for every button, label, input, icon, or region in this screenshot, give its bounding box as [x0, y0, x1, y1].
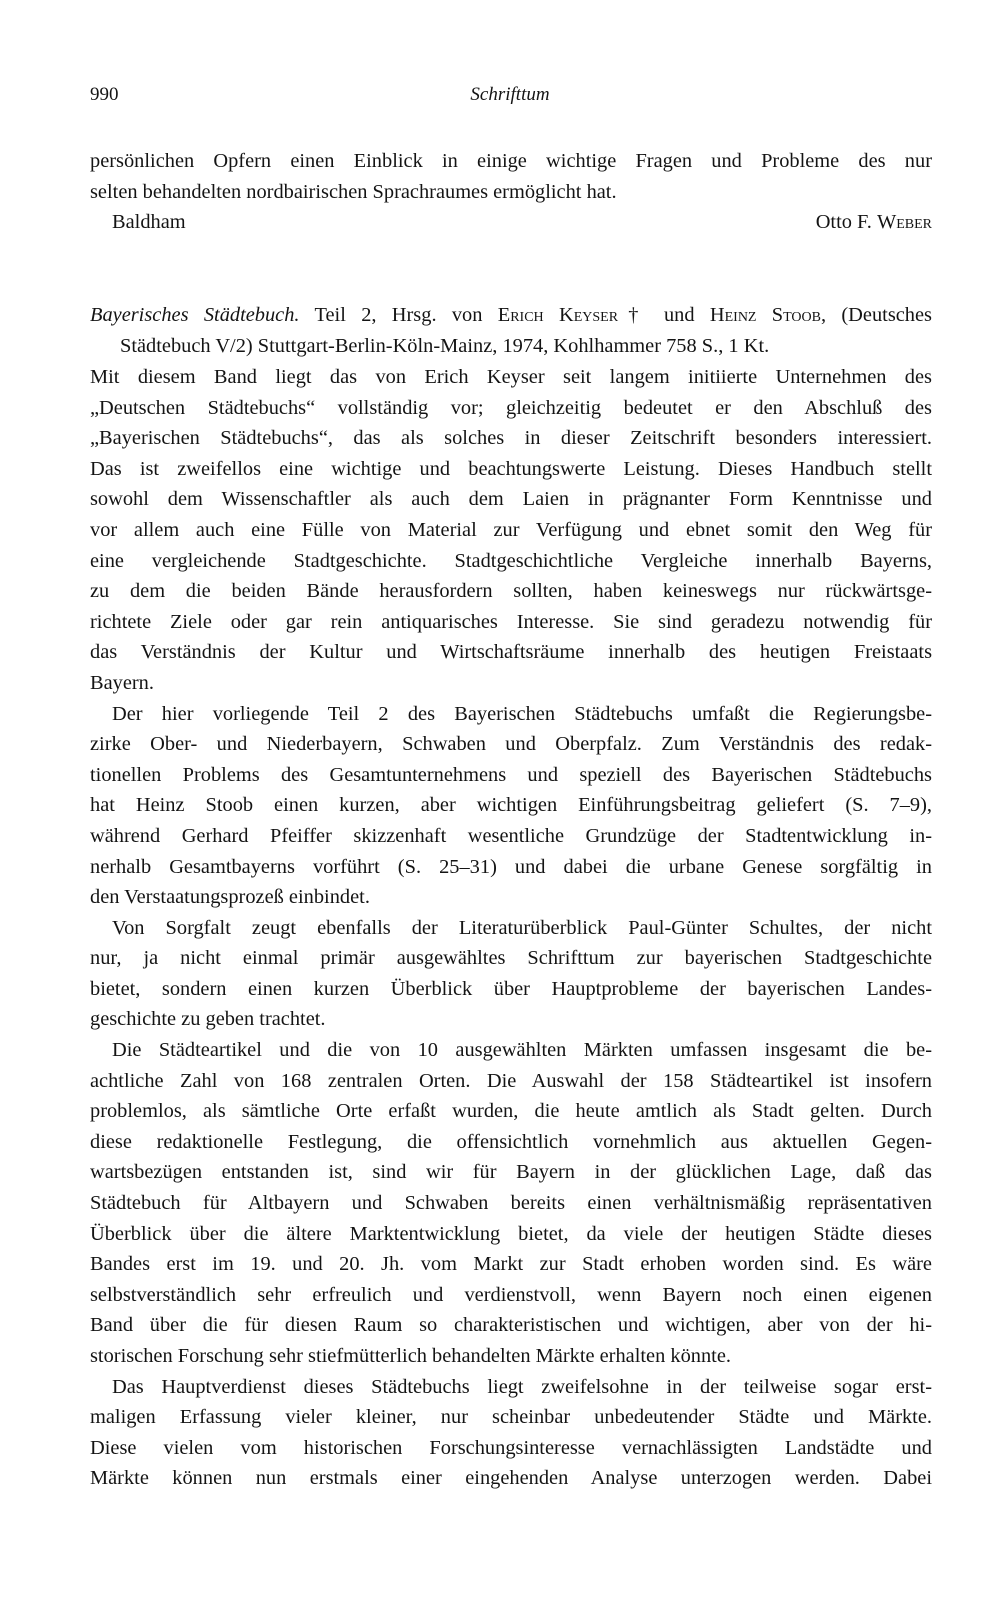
editor-name: Heinz Stoob: [709, 304, 821, 326]
body-line: bietet, sondern einen kurzen Überblick über Hauptprobleme der bayerischen Landes-: [90, 977, 932, 1000]
body-line: hat Heinz Stoob einen kurzen, aber wichtigen Einführungsbeitrag geliefert (S. 7–9),: [90, 794, 932, 817]
body-line: vor allem auch eine Fülle von Material zur Verfügung und ebnet somit den Weg für: [90, 518, 932, 541]
reviewer-place: Baldham: [112, 211, 186, 234]
body-line: maligen Erfassung vieler kleiner, nur scheinbar unbedeutender Städte und Märkte.: [90, 1406, 932, 1429]
body-line: eine vergleichende Stadtgeschichte. Stadtgeschichtliche Vergleiche innerhalb Bayerns,: [90, 549, 932, 572]
book-title: Bayerisches Städtebuch.: [90, 304, 300, 326]
body-line: nerhalb Gesamtbayerns vorführt (S. 25–31) und dabei die urbane Genese sorgfältig in: [90, 855, 932, 878]
editor-name: Erich Keyser: [497, 304, 619, 326]
body-line: sowohl dem Wissenschaftler als auch dem Laien in prägnanter Form Kenntnisse und: [90, 488, 932, 511]
body-line: Der hier vorliegende Teil 2 des Bayerischen Städtebuchs umfaßt die Regierungsbe-: [112, 702, 932, 725]
reviewer-signature: [90, 207, 932, 238]
text-line: persönlichen Opfern einen Einblick in einige wichtige Fragen und Probleme des nur: [90, 150, 932, 172]
body-line: wartsbezügen entstanden ist, sind wir für Bayern in der glücklichen Lage, daß das: [90, 1161, 932, 1184]
body-line: während Gerhard Pfeiffer skizzenhaft wesentliche Grundzüge der Stadtentwicklung in-: [90, 824, 932, 847]
body-line: geschichte zu geben trachtet.: [90, 1008, 326, 1031]
reviewer-name: Otto F. Weber: [815, 211, 932, 234]
page-header: [90, 84, 930, 114]
body-line: Band über die für diesen Raum so charakteristischen und wichtigen, aber von der hi-: [90, 1314, 932, 1337]
citation-line: Bayerisches Städtebuch. Teil 2, Hrsg. von Erich Keyser† und Heinz Stoob, (Deutsches: [90, 304, 932, 326]
body-line: achtliche Zahl von 168 zentralen Orten. Die Auswahl der 158 Städteartikel ist insofern: [90, 1069, 932, 1092]
body-line: Diese vielen vom historischen Forschungsinteresse vernachlässigten Landstädte und: [90, 1436, 932, 1459]
previous-review-ending: [90, 146, 932, 238]
body-line: Die Städteartikel und die von 10 ausgewählten Märkten umfassen insgesamt die be-: [112, 1039, 932, 1062]
body-line: Bandes erst im 19. und 20. Jh. vom Markt zur Stadt erhoben worden sind. Es wäre: [90, 1253, 932, 1276]
body-line: Städtebuch für Altbayern und Schwaben bereits einen verhältnismäßig repräsentativen: [90, 1192, 932, 1215]
body-line: tionellen Problems des Gesamtunternehmens und speziell des Bayerischen Städtebuchs: [90, 763, 932, 786]
body-line: „Bayerischen Städtebuchs“, das als solches in dieser Zeitschrift besonders interessiert.: [90, 427, 932, 450]
body-line: „Deutschen Städtebuchs“ vollständig vor; gleichzeitig bedeutet er den Abschluß des: [90, 396, 932, 419]
page-number: 990: [90, 84, 119, 105]
body-line: das Verständnis der Kultur und Wirtschaftsräume innerhalb des heutigen Freistaats: [90, 641, 932, 664]
body-line: selbstverständlich sehr erfreulich und verdienstvoll, wenn Bayern noch einen eigenen: [90, 1283, 932, 1306]
body-line: storischen Forschung sehr stiefmütterlich behandelten Märkte erhalten könnte.: [90, 1345, 731, 1367]
body-line: diese redaktionelle Festlegung, die offensichtlich vornehmlich aus aktuellen Gegen-: [90, 1130, 932, 1153]
body-line: Mit diesem Band liegt das von Erich Keyser seit langem initiierte Unternehmen des: [90, 366, 932, 388]
body-line: zirke Ober- und Niederbayern, Schwaben und Oberpfalz. Zum Verständnis des redak-: [90, 733, 932, 756]
citation-line: Städtebuch V/2) Stuttgart-Berlin-Köln-Mainz, 1974, Kohlhammer 758 S., 1 Kt.: [120, 334, 770, 357]
body-line: Das Hauptverdienst dieses Städtebuchs liegt zweifelsohne in der teilweise sogar erst-: [112, 1375, 932, 1398]
body-line: richtete Ziele oder gar rein antiquarisches Interesse. Sie sind geradezu notwendig für: [90, 610, 932, 633]
body-line: den Verstaatungsprozeß einbindet.: [90, 886, 370, 909]
body-line: nur, ja nicht einmal primär ausgewähltes Schrifttum zur bayerischen Stadtgeschichte: [90, 947, 932, 970]
body-line: Von Sorgfalt zeugt ebenfalls der Literaturüberblick Paul-Günter Schultes, der nicht: [112, 916, 932, 939]
body-line: Märkte können nun erstmals einer eingehenden Analyse unterzogen werden. Dabei: [90, 1467, 932, 1490]
body-line: Überblick über die ältere Marktentwicklung bietet, da viele der heutigen Städte dieses: [90, 1222, 932, 1245]
text-line: selten behandelten nordbairischen Sprachraumes ermöglicht hat.: [90, 180, 617, 203]
body-line: Das ist zweifellos eine wichtige und beachtungswerte Leistung. Dieses Handbuch stellt: [90, 457, 932, 480]
body-line: Bayern.: [90, 671, 154, 694]
running-title: Schrifttum: [470, 84, 550, 105]
review-body: [90, 362, 932, 1494]
body-line: problemlos, als sämtliche Orte erfaßt wurden, die heute amtlich als Stadt gelten. Durch: [90, 1100, 932, 1123]
review-citation: [90, 300, 932, 361]
body-line: zu dem die beiden Bände herausfordern sollten, haben keineswegs nur rückwärtsge-: [90, 580, 932, 603]
